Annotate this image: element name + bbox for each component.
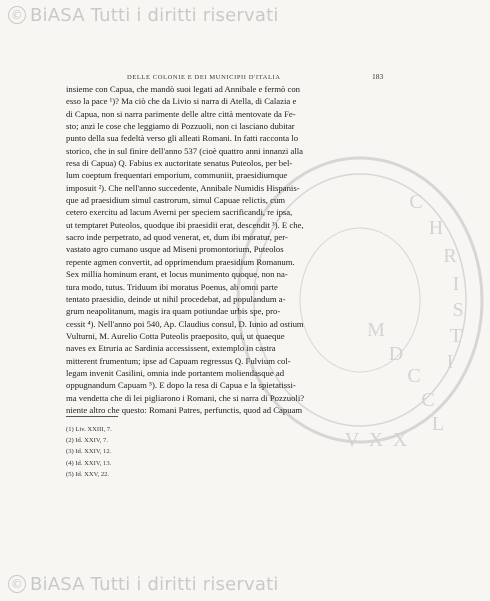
text-line: esso la pace ¹)? Ma ciò che da Livio si narra di Atella, di Calazia e [66,96,297,107]
text-line: lum coeptum frequentari emporium, communiit, praesidiumque [66,170,288,181]
svg-text:D: D [388,343,404,365]
svg-text:S: S [452,299,464,321]
text-line: que ad praesidium simul castrorum, simul Capuae relictis, cum [66,195,286,206]
text-line: sto; anzi le cose che leggiamo di Pozzuoli, non ci lasciano dubitar [66,121,295,132]
footnote: (4) Id. XXIV, 13. [66,459,112,467]
watermark-bottom [8,574,279,595]
text-line: tentato praesidio, deinde ut nihil procedebat, ad populandum a- [66,293,286,304]
text-line: ma vendetta che di lei pigliarono i Romani, che si narra di Pozzuoli? [66,392,305,403]
svg-text:I: I [452,273,460,295]
footnote: (3) Id. XXIV, 12. [66,448,112,456]
text-line: repente agmen convertit, ad opprimendum praesidium Romanum. [66,256,295,267]
svg-text:L: L [431,413,445,435]
text-line: storico, che in sul finire dell'anno 537 (cioè quattro anni innanzi alla [66,145,304,156]
svg-text:X: X [392,429,408,451]
svg-text:C: C [421,389,435,411]
svg-text:C: C [409,191,423,213]
svg-text:V: V [344,429,360,451]
text-line: mitterent frumentum; ipse ad Capuam regressus Q. Fulvium col- [66,355,291,366]
text-line: resa di Capua) Q. Fabius ex auctoritate senatus Puteolos, per bel- [66,158,293,169]
text-line: vastato agro cumano usque ad Miseni promontorium, Puteolos [66,244,284,255]
svg-text:I: I [446,351,454,373]
watermark-top [8,5,279,26]
text-line: Sex millia hominum erant, et locus munimento quoque, non na- [66,269,288,280]
svg-text:M: M [367,319,385,341]
footnotes [66,424,112,480]
text-line: ut temptaret Puteolos, quodque ibi praesidii erat, descendit ³). E che, [66,219,304,230]
text-line: naves ex Etruria ac Sardinia accessissent, extemplo in castra [66,343,276,354]
text-line: imposuit ²). Che nell'anno succedente, Annibale Numidis Hispanis- [66,182,300,193]
text-line: cessit ⁴). Nell'anno poi 540, Ap. Claudius consul, D. Iunio ad ostium [66,318,304,329]
body-text [66,83,390,416]
text-line: insieme con Capua, che mandò suoi legati ad Annibale e fermò con [66,84,301,94]
text-line: punto della sua fedeltà verso gli alleati Romani. In fatti racconta lo [66,133,299,144]
copyright-icon: © [8,6,26,24]
text-line: sacro inde perpetrato, ad quod venerat, et, dum ibi moratur, per- [66,232,288,243]
text-line: di Capua, non si narra parimente delle altre città mentovate da Fe- [66,108,296,119]
text-line: Vulturni, M. Aurelio Cotta Puteolis praeposito, qui, ut quaeque [66,330,285,341]
svg-text:C: C [407,365,421,387]
footnote: (5) Id. XXV, 22. [66,470,110,478]
text-line: cetero exercitu ad lacum Averni per speciem sacrificandi, re ipsa, [66,207,293,218]
footnote: (2) Id. XXIV, 7. [66,437,108,445]
copyright-icon: © [8,575,26,593]
text-line: oppugnandum Capuam ⁵). E dopo la resa di Capua e la spietatissi- [66,380,296,391]
page-number: 183 [372,72,384,81]
svg-text:R: R [443,245,457,267]
watermark-top-text: BiASA Tutti i diritti riservati [30,5,279,26]
text-line: niente altro che questo: Romani Patres, perfunctis, quod ad Capuam [66,404,303,415]
text-line: legam invenit Casilini, omnia inde portantem moliendasque ad [66,367,285,378]
footnote: (1) Liv. XXIII, 7. [66,426,112,433]
footnote-divider [66,416,118,417]
text-line: grum neapolitanum, magis ira quam potiundae urbis spe, pro- [66,306,281,317]
text-line: tura modo, tutus. Triduum ibi moratus Poenus, ab omni parte [66,281,278,292]
svg-text:H: H [428,217,444,239]
svg-text:X: X [368,429,384,451]
watermark-bottom-text: BiASA Tutti i diritti riservati [30,574,279,595]
svg-text:T: T [449,325,463,347]
running-head: DELLE COLONIE E DEI MUNICIPII D'ITALIA [127,74,281,81]
